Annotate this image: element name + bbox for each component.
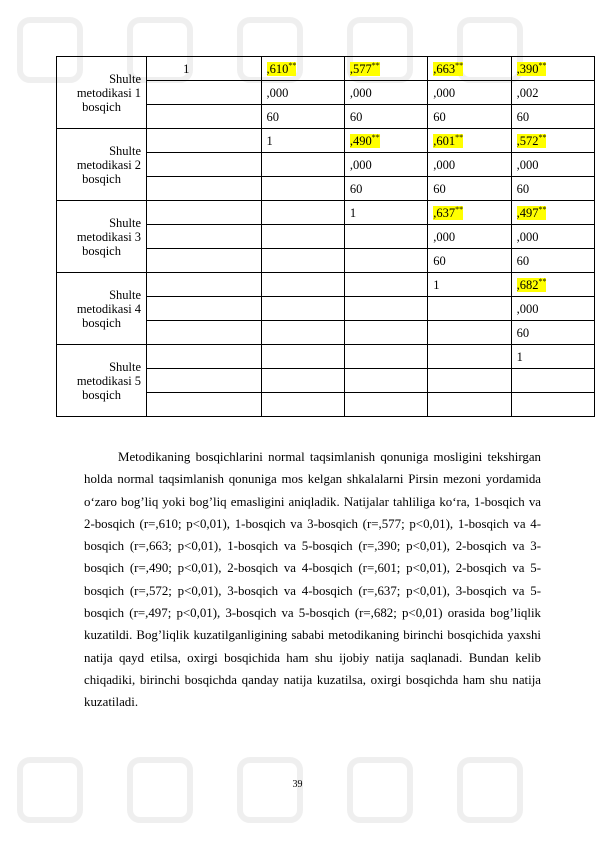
table-cell [511, 321, 594, 345]
cell-value: 60 [433, 109, 446, 124]
cell-value: 1 [349, 205, 357, 220]
row-label-line: Shulte [109, 215, 142, 230]
correlation-coefficient: ,497 [516, 205, 539, 220]
table-cell [147, 249, 261, 273]
row-label-line: bosqich [82, 243, 121, 258]
cell-value: ,000 [516, 301, 539, 316]
table-cell [344, 177, 427, 201]
correlation-coefficient: ,663 [433, 61, 456, 76]
table-cell [428, 129, 511, 153]
row-label-line: Shulte [109, 287, 142, 302]
row-label-line: metodikasi 3 [76, 229, 142, 244]
row-label-line: bosqich [82, 315, 121, 330]
table-cell [147, 225, 261, 249]
cell-value: ,000 [516, 157, 539, 172]
cell-value: 60 [516, 181, 530, 196]
table-cell [428, 201, 511, 225]
table-cell [344, 129, 427, 153]
table-cell [261, 177, 344, 201]
row-label [57, 129, 147, 201]
significance-mark: ** [371, 60, 380, 70]
table-cell [261, 393, 344, 417]
table-cell [511, 249, 594, 273]
cell-value: 60 [516, 253, 530, 268]
table-cell [428, 393, 511, 417]
table-cell [261, 129, 344, 153]
table-cell [344, 393, 427, 417]
row-label-line: metodikasi 4 [76, 301, 142, 316]
table-cell [511, 177, 594, 201]
significance-mark: ** [538, 132, 547, 142]
table-cell [261, 369, 344, 393]
table-cell [261, 201, 344, 225]
table-cell [147, 393, 261, 417]
table-cell [428, 297, 511, 321]
significance-mark: ** [538, 60, 547, 70]
table-cell [511, 297, 594, 321]
body-paragraph [84, 446, 541, 714]
table-cell [344, 369, 427, 393]
table-cell [428, 153, 511, 177]
table-cell [261, 345, 344, 369]
table-cell [147, 177, 261, 201]
cell-value: 60 [516, 325, 530, 340]
cell-value: 60 [349, 181, 363, 196]
table-cell [511, 153, 594, 177]
highlighted-value [350, 62, 380, 76]
table-cell [511, 129, 594, 153]
table-cell [511, 105, 594, 129]
paragraph-text: Metodikaning bosqichlarini normal taqsimlanish qonuniga mosligini tekshirgan holda normal taqsimlanish qonuniga mos kelgan shkalalarni Pirsin mezoni yordamida o‘zaro bog’liq yoki bog’liq emasligini aniqladik. Natijalar tahliliga ko‘ra, 1-bosqich va 2-bosqich (r=,610; p<0,01), 1-bosqich va 3-bosqich (r=,577; p<0,01), 1-bosqich va 4-bosqich (r=,663; p<0,01), 1-bosqich va 5-bosqich (r=,390; p<0,01), 2-bosqich va 3-bosqich (r=,490; p<0,01), 2-bosqich va 4-bosqich (r=,601; p<0,01), 2-bosqich va 5-bosqich (r=,572; p<0,01), 3-bosqich va 4-bosqich (r=,637; p<0,01), 3-bosqich va 5-bosqich (r=,497; p<0,01), 3-bosqich va 5-bosqich (r=,682; p<0,01) orasida bog’liqlik kuzatildi. Bog’liqlik kuzatilganligining sababi metodikaning birinchi bosqichida yaxshi natija qayd etilsa, oxirgi bosqichida ham shu ijobiy natija saqlanadi. Bundan kelib chiqadiki, birinchi bosqichda qanday natija kuzatilsa, oxirgi bosqichda ham shu natija kuzatiladi. [84, 450, 541, 710]
cell-value: ,000 [266, 85, 289, 100]
table-cell [147, 201, 261, 225]
cell-value: 1 [433, 277, 440, 292]
correlation-coefficient: ,682 [516, 277, 539, 292]
cell-value: 60 [516, 109, 530, 124]
row-label [57, 201, 147, 273]
correlation-coefficient: ,610 [266, 61, 289, 76]
row-label-line: metodikasi 1 [76, 85, 142, 100]
significance-mark: ** [455, 60, 464, 70]
correlation-coefficient: ,637 [433, 205, 456, 220]
highlighted-value [517, 62, 547, 76]
table-cell [344, 153, 427, 177]
cell-value: 1 [266, 133, 273, 148]
cell-value: ,000 [349, 157, 372, 172]
table-cell [511, 273, 594, 297]
significance-mark: ** [538, 276, 547, 286]
highlighted-value [433, 134, 463, 148]
significance-mark: ** [371, 132, 380, 142]
row-label-line: Shulte [109, 359, 142, 374]
row-label [57, 273, 147, 345]
table-cell [511, 225, 594, 249]
table-cell [511, 393, 594, 417]
table-cell [428, 345, 511, 369]
row-label [57, 57, 147, 129]
correlation-table-body [57, 57, 595, 417]
table-cell [261, 321, 344, 345]
row-label-line: bosqich [82, 99, 121, 114]
correlation-coefficient: ,577 [349, 61, 372, 76]
table-cell [147, 81, 261, 105]
cell-value: ,002 [516, 85, 539, 100]
highlighted-value [433, 62, 463, 76]
correlation-coefficient: ,572 [516, 133, 539, 148]
table-row [57, 129, 595, 153]
table-cell [261, 153, 344, 177]
table-cell [261, 57, 344, 81]
significance-mark: ** [538, 204, 547, 214]
table-cell [147, 321, 261, 345]
correlation-coefficient: ,490 [349, 133, 372, 148]
highlighted-value [350, 134, 380, 148]
table-cell [261, 273, 344, 297]
table-cell [428, 177, 511, 201]
table-cell [428, 273, 511, 297]
table-cell [511, 81, 594, 105]
highlighted-value [517, 278, 547, 292]
significance-mark: ** [288, 60, 297, 70]
table-cell [428, 57, 511, 81]
row-label-line: Shulte [109, 143, 142, 158]
table-cell [147, 105, 261, 129]
table-cell [344, 81, 427, 105]
table-cell [428, 249, 511, 273]
table-cell [147, 153, 261, 177]
row-label-line: metodikasi 2 [76, 157, 142, 172]
table-cell [261, 81, 344, 105]
table-cell [511, 345, 594, 369]
table-cell [428, 81, 511, 105]
cell-value: ,000 [433, 229, 456, 244]
cell-value: ,000 [433, 157, 456, 172]
table-cell [428, 321, 511, 345]
significance-mark: ** [455, 132, 464, 142]
table-cell [344, 57, 427, 81]
table-cell [344, 225, 427, 249]
cell-value: 60 [349, 109, 363, 124]
cell-value: ,000 [516, 229, 539, 244]
table-cell [428, 105, 511, 129]
highlighted-value [433, 206, 463, 220]
row-label [57, 345, 147, 417]
row-label-line: bosqich [82, 171, 121, 186]
highlighted-value [517, 134, 547, 148]
cell-value: ,000 [433, 85, 456, 100]
table-cell [261, 249, 344, 273]
table-cell [344, 273, 427, 297]
table-cell [344, 105, 427, 129]
significance-mark: ** [455, 204, 464, 214]
table-row [57, 273, 595, 297]
table-cell [147, 297, 261, 321]
cell-value: 60 [433, 181, 446, 196]
table-cell [147, 273, 261, 297]
table-row [57, 345, 595, 369]
row-label-line: bosqich [82, 387, 121, 402]
table-cell [344, 345, 427, 369]
table-cell [511, 57, 594, 81]
table-cell [344, 201, 427, 225]
cell-value: 1 [183, 61, 190, 76]
cell-value: 1 [516, 349, 523, 364]
page-number: 39 [292, 779, 303, 790]
table-cell [261, 105, 344, 129]
table-cell [147, 345, 261, 369]
highlighted-value [267, 62, 297, 76]
table-cell [428, 225, 511, 249]
table-cell [261, 225, 344, 249]
table-cell [344, 249, 427, 273]
table-cell [511, 201, 594, 225]
cell-value: 60 [266, 109, 280, 124]
table-cell [147, 57, 261, 81]
table-cell [261, 297, 344, 321]
row-label-line: metodikasi 5 [76, 373, 142, 388]
table-cell [511, 369, 594, 393]
correlation-table [56, 56, 595, 417]
highlighted-value [517, 206, 547, 220]
table-cell [147, 369, 261, 393]
table-cell [344, 321, 427, 345]
cell-value: ,000 [349, 85, 372, 100]
row-label-line: Shulte [109, 71, 142, 86]
correlation-coefficient: ,601 [433, 133, 456, 148]
table-cell [147, 129, 261, 153]
table-cell [344, 297, 427, 321]
cell-value: 60 [433, 253, 446, 268]
correlation-coefficient: ,390 [516, 61, 539, 76]
table-cell [428, 369, 511, 393]
table-row [57, 57, 595, 81]
table-row [57, 201, 595, 225]
